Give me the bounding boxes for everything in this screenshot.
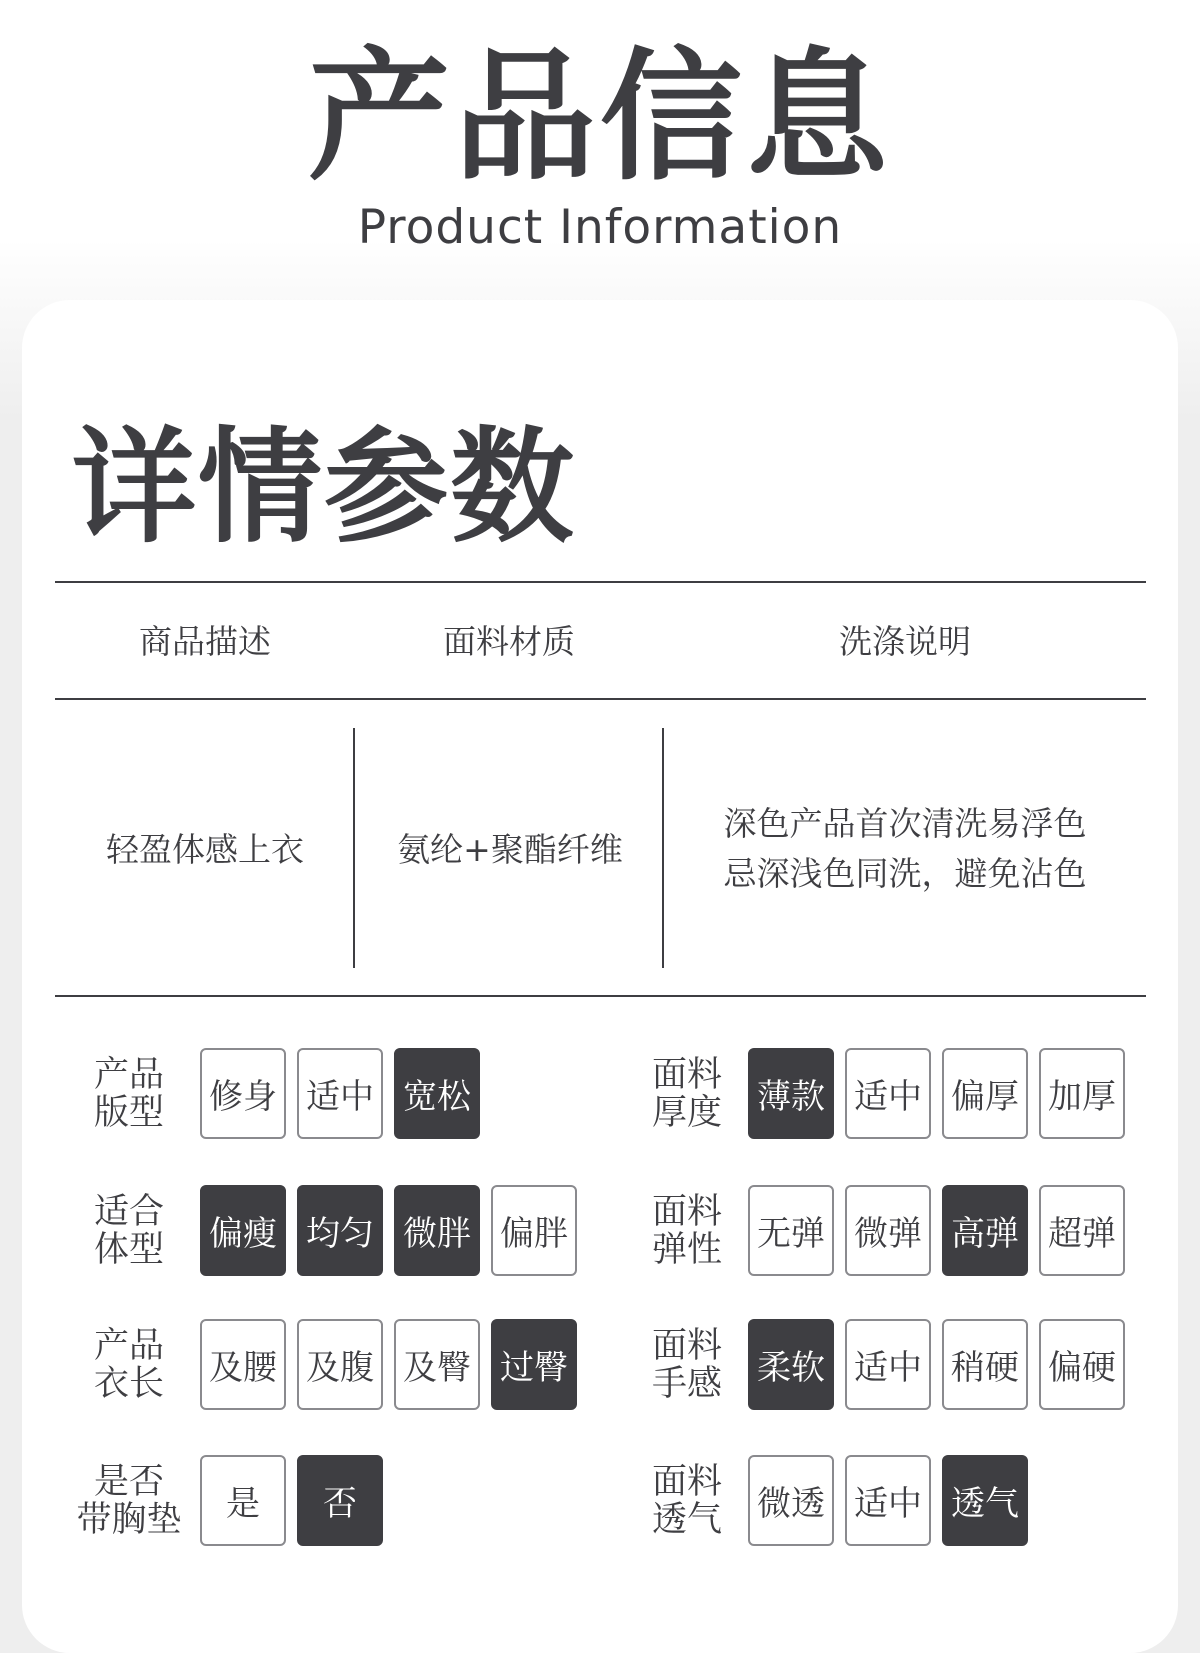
option-chip: 修身: [200, 1048, 286, 1139]
option-chip: 柔软: [748, 1319, 834, 1410]
attribute-label: [74, 1327, 184, 1403]
material-value: 氨纶+聚酯纤维: [397, 830, 623, 869]
option-chip: 微弹: [845, 1185, 931, 1276]
option-chip: 透气: [942, 1455, 1028, 1546]
option-chip: 否: [297, 1455, 383, 1546]
washing-line-1: 深色产品首次清洗易浮色: [723, 804, 1087, 843]
attribute-label: [632, 1193, 742, 1269]
option-chip: 无弹: [748, 1185, 834, 1276]
option-chip: 适中: [845, 1455, 931, 1546]
attribute-label: [632, 1327, 742, 1403]
option-chip: 是: [200, 1455, 286, 1546]
attribute-label-line: 产品: [93, 1055, 164, 1095]
attribute-label-line: 面料: [651, 1326, 722, 1366]
option-chip: 高弹: [942, 1185, 1028, 1276]
option-chip: 超弹: [1039, 1185, 1125, 1276]
option-chip: 偏厚: [942, 1048, 1028, 1139]
option-chip: 薄款: [748, 1048, 834, 1139]
attribute-label-line: 面料: [651, 1192, 722, 1232]
column-divider: [353, 728, 355, 968]
washing-line-2: 忌深浅色同洗，避免沾色: [723, 854, 1087, 893]
attribute-label: [74, 1193, 184, 1269]
option-chip: 宽松: [394, 1048, 480, 1139]
attribute-label-line: 面料: [651, 1055, 722, 1095]
description-value: 轻盈体感上衣: [106, 830, 304, 869]
attribute-label-line: 手感: [651, 1364, 722, 1404]
option-chip: 及腰: [200, 1319, 286, 1410]
divider: [55, 698, 1146, 700]
attribute-label-line: 面料: [651, 1462, 722, 1502]
option-chip: 稍硬: [942, 1319, 1028, 1410]
attribute-label: [74, 1463, 184, 1539]
divider: [55, 581, 1146, 583]
attribute-label-line: 衣长: [93, 1364, 164, 1404]
section-title: 详情参数: [72, 416, 577, 560]
option-chip: 微胖: [394, 1185, 480, 1276]
option-chip: 适中: [845, 1319, 931, 1410]
attribute-label: [632, 1463, 742, 1539]
option-chip: 偏瘦: [200, 1185, 286, 1276]
option-chip: 加厚: [1039, 1048, 1125, 1139]
option-chip: 偏胖: [491, 1185, 577, 1276]
attribute-label-line: 厚度: [651, 1093, 722, 1133]
attribute-label-line: 带胸垫: [76, 1500, 182, 1540]
option-chip: 均匀: [297, 1185, 383, 1276]
option-chip: 过臀: [491, 1319, 577, 1410]
attribute-label-line: 透气: [651, 1500, 722, 1540]
page-subtitle: Product Information: [357, 200, 843, 255]
attribute-label-line: 是否: [93, 1462, 164, 1502]
option-chip: 微透: [748, 1455, 834, 1546]
option-chip: 适中: [845, 1048, 931, 1139]
page-header: [0, 0, 1200, 260]
column-header-washing: 洗涤说明: [839, 622, 971, 661]
attribute-label-line: 体型: [93, 1230, 164, 1270]
divider: [55, 995, 1146, 997]
attribute-label-line: 产品: [93, 1326, 164, 1366]
attribute-label-line: 弹性: [651, 1230, 722, 1270]
attribute-label-line: 版型: [93, 1093, 164, 1133]
page-title: 产品信息: [308, 35, 892, 200]
option-chip: 及腹: [297, 1319, 383, 1410]
column-divider: [662, 728, 664, 968]
column-header-description: 商品描述: [139, 622, 271, 661]
option-chip: 及臀: [394, 1319, 480, 1410]
attribute-label: [74, 1056, 184, 1132]
attribute-label: [632, 1056, 742, 1132]
attribute-label-line: 适合: [93, 1192, 164, 1232]
option-chip: 偏硬: [1039, 1319, 1125, 1410]
option-chip: 适中: [297, 1048, 383, 1139]
column-header-material: 面料材质: [443, 622, 575, 661]
